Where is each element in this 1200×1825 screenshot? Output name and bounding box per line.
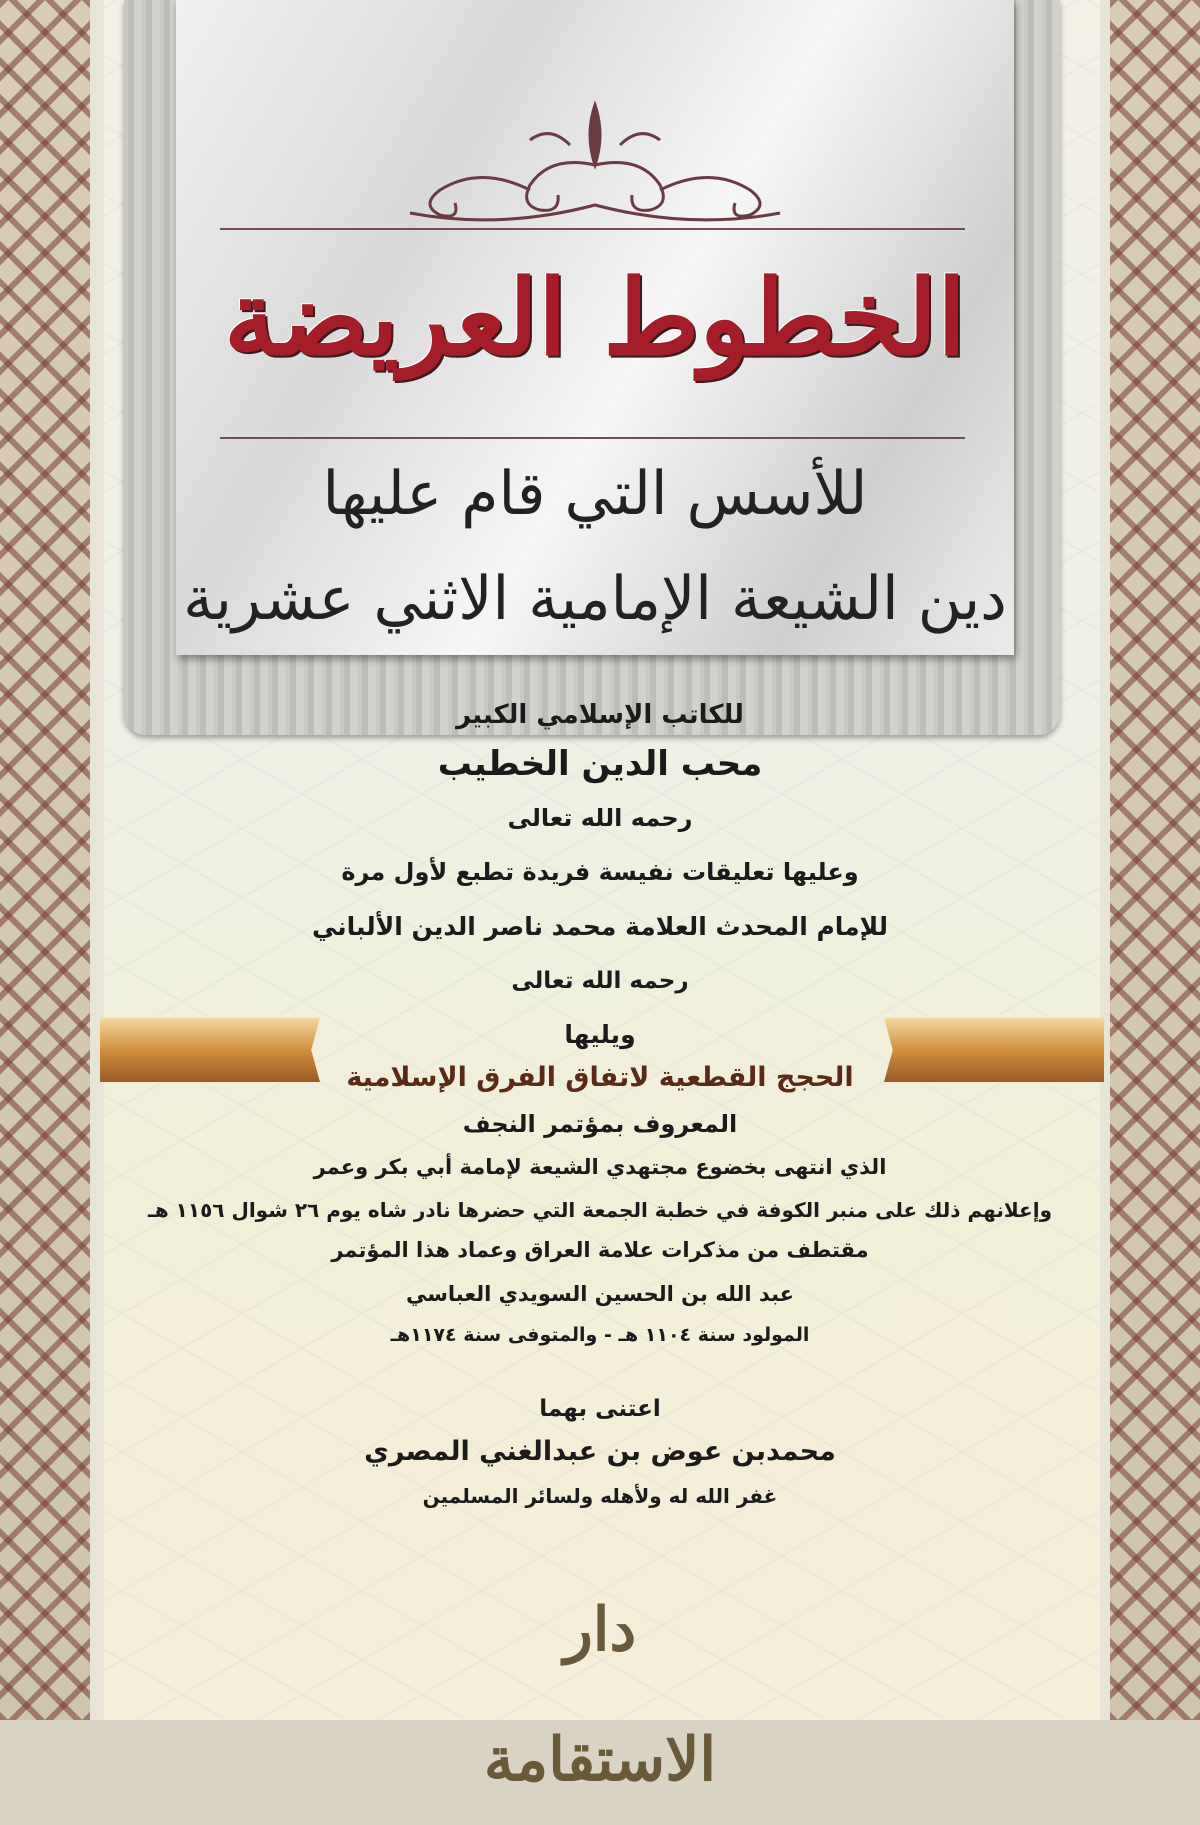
flourish-ornament: [400, 95, 790, 235]
publisher-logo: دار الاستقامة: [483, 1595, 717, 1795]
notes-line-2: للإمام المحدث العلامة محمد ناصر الدين الألباني: [311, 912, 889, 941]
editor-name: محمدبن عوض بن عبدالغني المصري: [364, 1436, 836, 1467]
author-blessing: رحمه الله تعالى: [507, 804, 693, 832]
left-ornamental-border: [0, 0, 90, 1720]
followed-by: ويليها: [564, 1020, 636, 1049]
notes-blessing: رحمه الله تعالى: [511, 968, 689, 994]
editor-prayer: غفر الله له ولأهله ولسائر المسلمين: [422, 1484, 778, 1508]
author-intro: للكاتب الإسلامي الكبير: [456, 700, 744, 730]
description-line-5: المولود سنة ١١٠٤ هـ - والمتوفى سنة ١١٧٤هـ: [390, 1324, 810, 1346]
second-book-title: الحجج القطعية لاتفاق الفرق الإسلامية: [346, 1062, 854, 1093]
subtitle-line-1: للأسس التي قام عليها: [322, 459, 868, 529]
author-name: محب الدين الخطيب: [437, 744, 763, 784]
description-line-4: عبد الله بن الحسين السويدي العباسي: [405, 1282, 794, 1306]
top-title-rule: [220, 228, 965, 230]
subtitle-line-2: دين الشيعة الإمامية الاثني عشرية: [183, 564, 1007, 634]
editor-intro: اعتنى بهما: [539, 1396, 661, 1422]
notes-line-1: وعليها تعليقات نفيسة فريدة تطبع لأول مرة: [341, 858, 859, 886]
description-line-3: مقتطف من مذكرات علامة العراق وعماد هذا المؤتمر: [331, 1238, 869, 1262]
book-title: الخطوط العريضة: [223, 256, 967, 379]
bottom-title-rule: [220, 437, 965, 439]
description-line-2: وإعلانهم ذلك على منبر الكوفة في خطبة الجمعة التي حضرها نادر شاه يوم ٢٦ شوال ١١٥٦ هـ: [148, 1198, 1052, 1222]
right-ornamental-border: [1110, 0, 1200, 1720]
known-as: المعروف بمؤتمر النجف: [462, 1110, 738, 1138]
description-line-1: الذي انتهى بخضوع مجتهدي الشيعة لإمامة أبي بكر وعمر: [313, 1155, 887, 1179]
